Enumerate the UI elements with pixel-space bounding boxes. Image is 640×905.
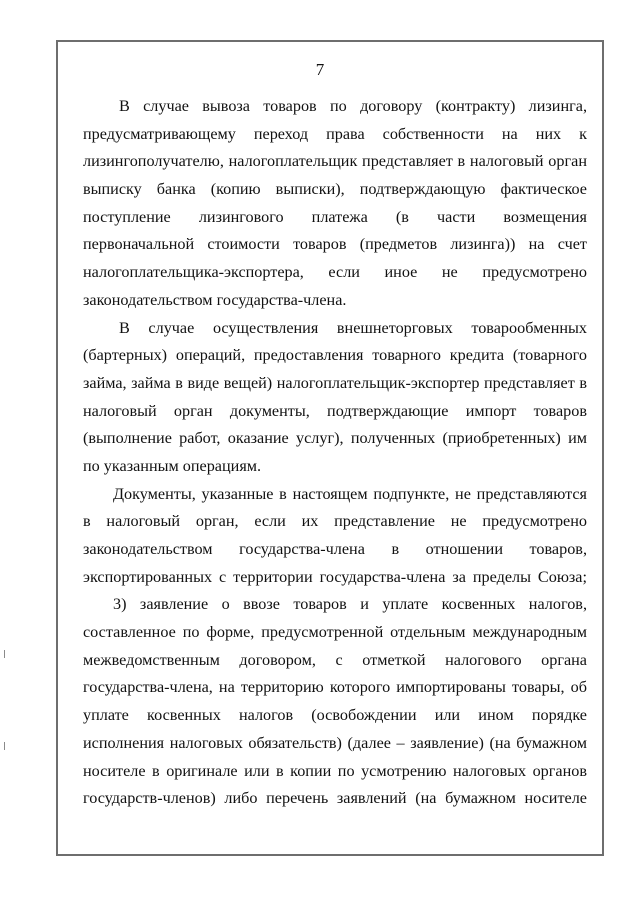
text-line: исполнения налоговых обязательств) (далее – заявление) (на бумажном: [83, 733, 587, 752]
text-line: поступление лизингового платежа (в части возмещения: [83, 207, 587, 226]
text-line: 3) заявление о ввозе товаров и уплате косвенных налогов,: [113, 595, 587, 614]
text-line: межведомственным договором, с отметкой налогового органа: [83, 650, 587, 669]
text-line: законодательством государства-члена.: [83, 290, 347, 309]
text-line: займа, займа в виде вещей) налогоплательщик-экспортер представляет в: [83, 373, 587, 392]
text-line: выписку банка (копию выписки), подтверждающую фактическое: [83, 180, 587, 199]
text-line: (выполнение работ, оказание услуг), полученных (приобретенных) им: [83, 429, 587, 448]
text-line: по указанным операциям.: [83, 456, 262, 475]
text-line: составленное по форме, предусмотренной отдельным международным: [83, 623, 587, 642]
text-line: носителе в оригинале или в копии по усмотрению налоговых органов: [83, 761, 587, 780]
text-line: В случае осуществления внешнеторговых товарообменных: [119, 318, 587, 337]
page-number: 7: [315, 60, 325, 79]
text-line: уплате косвенных налогов (освобождении или ином порядке: [83, 706, 587, 725]
text-line: законодательством государства-члена в отношении товаров,: [83, 540, 587, 558]
text-line: Документы, указанные в настоящем подпункте, не представляются: [113, 484, 587, 503]
text-line: налогоплательщика-экспортера, если иное не предусмотрено: [83, 263, 587, 282]
document-body: [83, 93, 587, 813]
text-line: в налоговый орган, если их представление не предусмотрено: [83, 512, 587, 531]
text-line: налоговый орган документы, подтверждающие импорт товаров: [83, 401, 587, 420]
text-line: лизингополучателю, налогоплательщик представляет в налоговый орган: [83, 152, 587, 171]
text-line: государства-члена, на территорию которого импортированы товары, об: [83, 678, 587, 697]
text-line: предусматривающему переход права собственности на них к: [83, 124, 587, 143]
text-line: государств-членов) либо перечень заявлений (на бумажном носителе: [83, 789, 587, 808]
text-line: В случае вывоза товаров по договору (контракту) лизинга,: [119, 97, 587, 115]
text-line: экспортированных с территории государства-члена за пределы Союза;: [83, 567, 587, 586]
scan-mark: [4, 650, 5, 658]
scan-mark: [4, 742, 5, 750]
text-line: первоначальной стоимости товаров (предметов лизинга)) на счет: [83, 235, 587, 254]
text-line: (бартерных) операций, предоставления товарного кредита (товарного: [83, 346, 587, 365]
